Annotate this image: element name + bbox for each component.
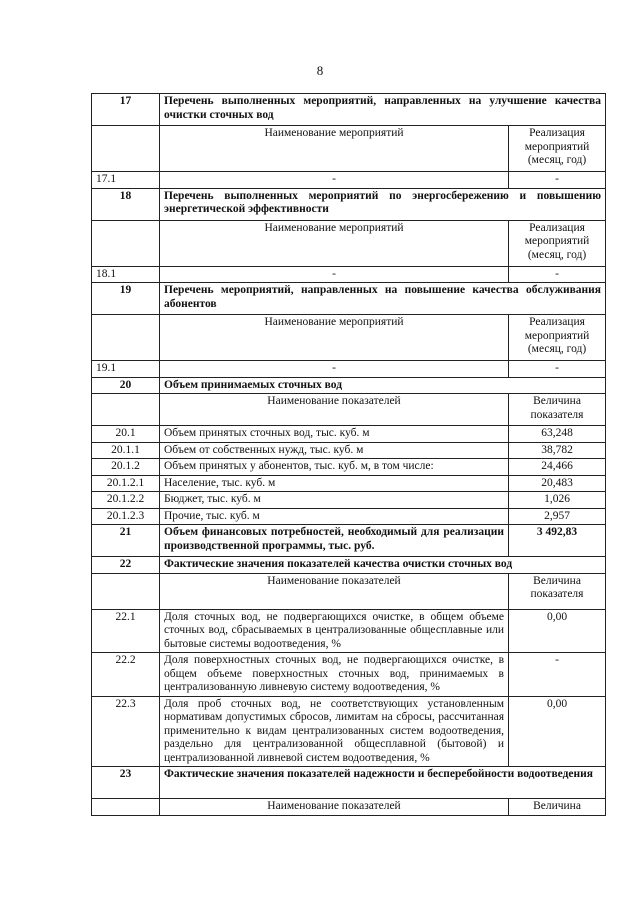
row-value: 20,483 <box>509 475 606 492</box>
column-header-value: Величина показателя <box>509 394 606 426</box>
section-20-columns <box>92 394 606 426</box>
row-name: Доля поверхностных сточных вод, не подвергающихся очистке, в общем объеме поверхностных сточных вод, принимаемых в централизованную ливневую систему водоотведения, % <box>160 653 509 697</box>
row-name: Население, тыс. куб. м <box>160 475 509 492</box>
row-name: Доля сточных вод, не подвергающихся очистке, в общем объеме сточных вод, сбрасываемых в централизованные общесплавные или бытовые системы водоотведения, % <box>160 609 509 653</box>
section-number: 21 <box>92 525 160 557</box>
section-title: Объем финансовых потребностей, необходимый для реализации производственной программы, тыс. руб. <box>160 525 509 557</box>
section-number: 19 <box>92 283 160 315</box>
page-number: 8 <box>316 63 324 78</box>
section-number: 17 <box>92 94 160 126</box>
row-name: - <box>160 266 509 283</box>
row-number: 20.1.2.2 <box>92 492 160 509</box>
row-value: 2,957 <box>509 508 606 525</box>
table-row <box>92 172 606 189</box>
column-header-name: Наименование мероприятий <box>160 126 509 172</box>
table-row <box>92 459 606 476</box>
row-name: - <box>160 172 509 189</box>
section-number: 18 <box>92 188 160 220</box>
table-row <box>92 609 606 653</box>
section-title: Перечень выполненных мероприятий, направленных на улучшение качества очистки сточных вод <box>160 94 606 126</box>
row-value: 38,782 <box>509 442 606 459</box>
column-header-implementation: Реализация мероприятий (месяц, год) <box>509 315 606 361</box>
column-header-name: Наименование показателей <box>160 799 509 816</box>
section-18-header <box>92 188 606 220</box>
table-row <box>92 653 606 697</box>
column-header-value: Величина показателя <box>509 573 606 609</box>
column-header-name: Наименование показателей <box>160 394 509 426</box>
column-header-value: Величина <box>509 799 606 816</box>
row-name: Доля проб сточных вод, не соответствующих установленным нормативам допустимых сбросов, лимитам на сбросы, рассчитанная применительно к видам централизованных систем водоотведения, раздельно для централизованной общесплавной (бытовой) и централизованной ливневой систем водоотведения, % <box>160 696 509 767</box>
section-21-row <box>92 525 606 557</box>
row-value: 0,00 <box>509 609 606 653</box>
row-name: Прочие, тыс. куб. м <box>160 508 509 525</box>
row-number: 20.1.1 <box>92 442 160 459</box>
table-row <box>92 442 606 459</box>
row-number: 19.1 <box>92 361 160 378</box>
section-19-columns <box>92 315 606 361</box>
row-name: Бюджет, тыс. куб. м <box>160 492 509 509</box>
row-value: 0,00 <box>509 696 606 767</box>
row-value: 1,026 <box>509 492 606 509</box>
section-title: Фактические значения показателей качества очистки сточных вод <box>160 557 606 574</box>
row-value: - <box>509 361 606 378</box>
row-value: 24,466 <box>509 459 606 476</box>
table-row <box>92 266 606 283</box>
section-title: Перечень мероприятий, направленных на повышение качества обслуживания абонентов <box>160 283 606 315</box>
section-18-columns <box>92 220 606 266</box>
financial-needs-value: 3 492,83 <box>509 525 606 557</box>
section-20-header <box>92 377 606 394</box>
row-number: 20.1.2.1 <box>92 475 160 492</box>
column-header-name: Наименование мероприятий <box>160 315 509 361</box>
row-name: Объем принятых сточных вод, тыс. куб. м <box>160 426 509 443</box>
row-value: - <box>509 653 606 697</box>
section-17-columns <box>92 126 606 172</box>
row-number: 22.3 <box>92 696 160 767</box>
row-number: 22.2 <box>92 653 160 697</box>
section-22-columns <box>92 573 606 609</box>
section-number: 22 <box>92 557 160 574</box>
section-title: Фактические значения показателей надежности и бесперебойности водоотведения <box>160 767 606 799</box>
section-title: Перечень выполненных мероприятий по энергосбережению и повышению энергетической эффективности <box>160 188 606 220</box>
row-name: Объем принятых у абонентов, тыс. куб. м, в том числе: <box>160 459 509 476</box>
column-header-implementation: Реализация мероприятий (месяц, год) <box>509 220 606 266</box>
table-row <box>92 508 606 525</box>
section-23-columns <box>92 799 606 816</box>
row-number: 20.1 <box>92 426 160 443</box>
row-name: Объем от собственных нужд, тыс. куб. м <box>160 442 509 459</box>
section-number: 20 <box>92 377 160 394</box>
production-program-table <box>91 93 606 816</box>
table-row <box>92 426 606 443</box>
row-value: 63,248 <box>509 426 606 443</box>
column-header-name: Наименование мероприятий <box>160 220 509 266</box>
section-23-header <box>92 767 606 799</box>
row-number: 18.1 <box>92 266 160 283</box>
table-row <box>92 492 606 509</box>
column-header-name: Наименование показателей <box>160 573 509 609</box>
section-17-header <box>92 94 606 126</box>
row-number: 22.1 <box>92 609 160 653</box>
row-number: 20.1.2.3 <box>92 508 160 525</box>
column-header-implementation: Реализация мероприятий (месяц, год) <box>509 126 606 172</box>
table-row <box>92 696 606 767</box>
row-number: 17.1 <box>92 172 160 189</box>
section-title: Объем принимаемых сточных вод <box>160 377 606 394</box>
section-number: 23 <box>92 767 160 799</box>
section-22-header <box>92 557 606 574</box>
table-row <box>92 361 606 378</box>
section-19-header <box>92 283 606 315</box>
row-value: - <box>509 266 606 283</box>
table-row <box>92 475 606 492</box>
row-value: - <box>509 172 606 189</box>
row-name: - <box>160 361 509 378</box>
row-number: 20.1.2 <box>92 459 160 476</box>
